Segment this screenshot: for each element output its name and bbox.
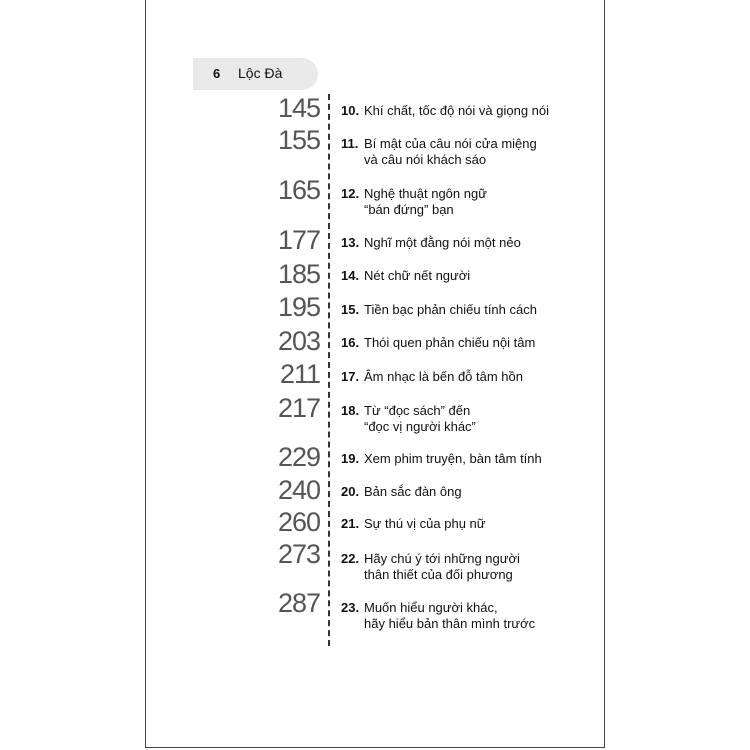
toc-page-number: 273 <box>277 539 320 569</box>
book-title: Lộc Đà <box>238 65 283 81</box>
toc-chapter-number: 21. <box>341 516 360 531</box>
toc-chapter-title: Nét chữ nết người <box>364 268 471 283</box>
toc-page-number: 240 <box>277 475 320 505</box>
toc-page-number: 145 <box>277 93 320 123</box>
toc-chapter-title: Thói quen phản chiếu nội tâm <box>364 335 536 350</box>
toc-chapter-title: Sự thú vị của phụ nữ <box>364 516 486 531</box>
toc-chapter-title: Âm nhạc là bến đỗ tâm hồn <box>364 369 523 384</box>
page-number: 6 <box>213 66 221 81</box>
toc-chapter-number: 22. <box>341 551 360 566</box>
toc-chapter-title: Khí chất, tốc độ nói và giọng nói <box>364 103 550 118</box>
toc-page-number: 287 <box>277 588 320 618</box>
toc-page-number: 203 <box>277 326 320 356</box>
toc-chapter-title: Nghĩ một đằng nói một nẻo <box>364 235 521 250</box>
toc-chapter-title: Từ “đọc sách” đến “đọc vị người khác” <box>364 403 476 434</box>
toc-chapter-number: 23. <box>341 600 360 615</box>
toc-chapter-title: Bí mật của câu nói cửa miệng và câu nói khách sáo <box>364 136 537 167</box>
toc-page-number: 260 <box>277 507 320 537</box>
toc-chapter-number: 10. <box>341 103 360 118</box>
toc-chapter-title: Tiền bạc phản chiếu tính cách <box>364 302 537 317</box>
toc-chapter-number: 15. <box>341 302 360 317</box>
toc-chapter-number: 13. <box>341 235 360 250</box>
toc-page-number: 195 <box>277 292 320 322</box>
toc-page-number: 177 <box>277 225 320 255</box>
toc-chapter-number: 18. <box>341 403 360 418</box>
toc-page-number: 229 <box>277 442 320 472</box>
toc-page-number: 185 <box>277 259 320 289</box>
toc-chapter-number: 17. <box>341 369 360 384</box>
toc-page-number: 165 <box>277 175 320 205</box>
toc-chapter-title: Xem phim truyện, bàn tâm tính <box>364 451 542 466</box>
toc-chapter-number: 16. <box>341 335 360 350</box>
toc-chapter-number: 11. <box>341 136 359 151</box>
toc-chapter-number: 12. <box>341 186 360 201</box>
dashed-divider <box>328 94 330 646</box>
toc-chapter-title: Nghệ thuật ngôn ngữ “bán đứng” bạn <box>364 186 487 217</box>
toc-page-number: 217 <box>277 393 320 423</box>
toc-page-number: 211 <box>279 359 320 389</box>
toc-page-number: 155 <box>277 125 320 155</box>
toc-chapter-number: 14. <box>341 268 360 283</box>
toc-chapter-title: Hãy chú ý tới những người thân thiết của đối phương <box>364 551 520 582</box>
toc-chapter-title: Bản sắc đàn ông <box>364 484 462 499</box>
toc-chapter-number: 20. <box>341 484 360 499</box>
toc-chapter-title: Muốn hiểu người khác, hãy hiểu bản thân mình trước <box>364 600 536 631</box>
toc-chapter-number: 19. <box>341 451 360 466</box>
